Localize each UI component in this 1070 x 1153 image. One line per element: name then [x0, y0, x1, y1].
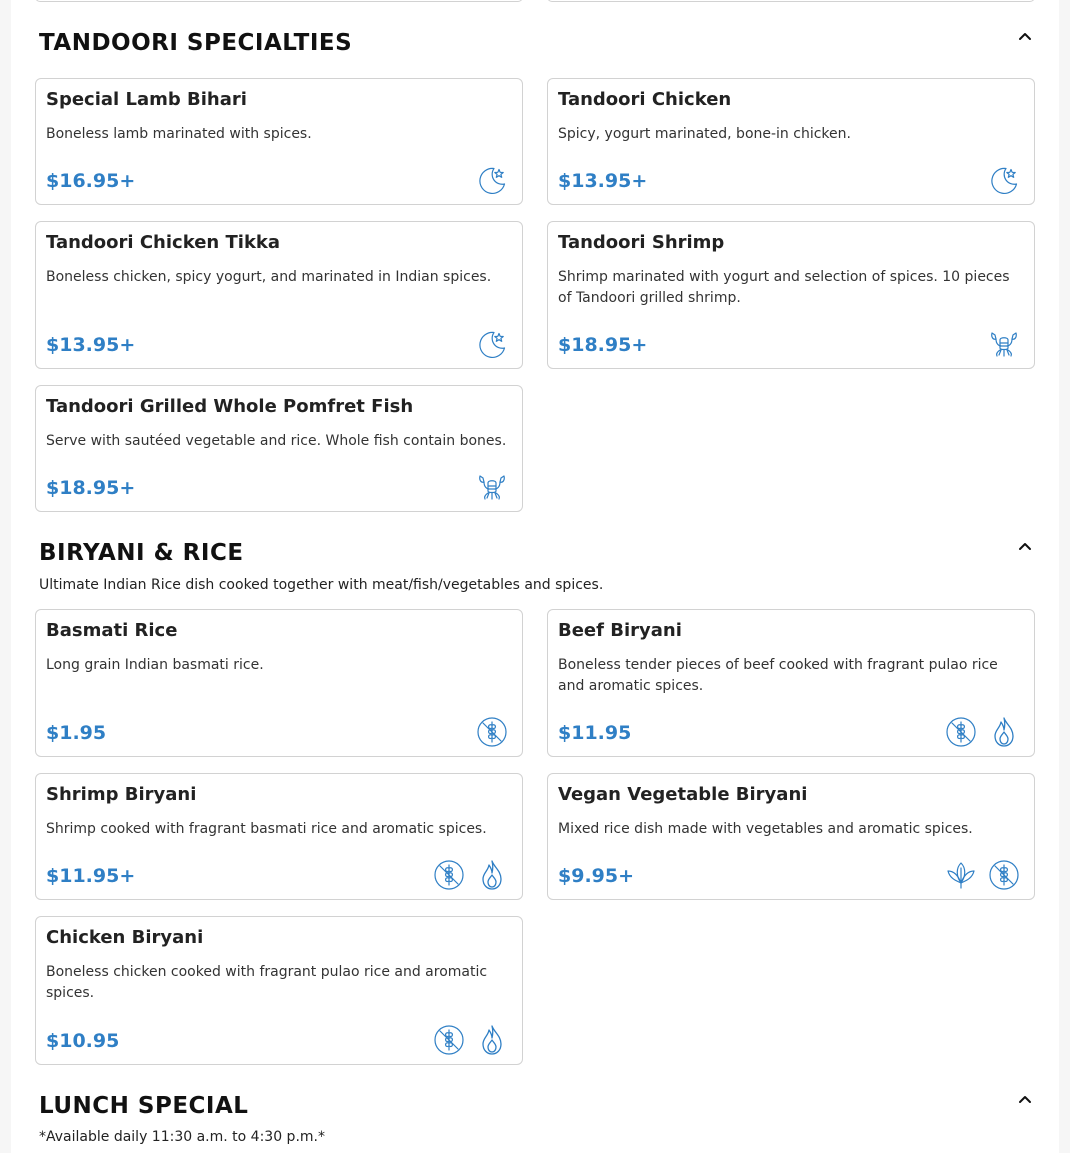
menu-item-price: $11.95+: [46, 865, 136, 887]
menu-item-name: Vegan Vegetable Biryani: [558, 784, 808, 805]
menu-item-price: $18.95+: [46, 477, 136, 499]
menu-item-description: Boneless chicken cooked with fragrant pulao rice and aromatic spices.: [46, 964, 488, 1001]
shellfish-icon: [988, 328, 1020, 360]
menu-item-description: Boneless chicken, spicy yogurt, and marinated in Indian spices.: [46, 269, 492, 285]
menu-item-price: $11.95: [558, 722, 632, 744]
menu-item-description: Long grain Indian basmati rice.: [46, 657, 264, 673]
menu-item-description: Shrimp marinated with yogurt and selection of spices. 10 pieces of Tandoori grilled shrimp.: [558, 269, 1010, 306]
menu-item-price: $9.95+: [558, 865, 635, 887]
menu-item-name: Beef Biryani: [558, 620, 682, 641]
menu-item-name: Shrimp Biryani: [46, 784, 197, 805]
section-subtitle-biryani: Ultimate Indian Rice dish cooked together with meat/fish/vegetables and spices.: [39, 577, 604, 593]
section-title-tandoori: TANDOORI SPECIALTIES: [39, 30, 353, 56]
menu-item-price: $13.95+: [558, 170, 648, 192]
spicy-icon: [988, 716, 1020, 748]
menu-item-card-partial[interactable]: [35, 0, 523, 2]
halal-icon: [988, 164, 1020, 196]
menu-item-price: $18.95+: [558, 334, 648, 356]
spicy-icon: [476, 1024, 508, 1056]
menu-item-card[interactable]: [547, 78, 1035, 205]
menu-item-card[interactable]: [35, 221, 523, 369]
menu-page: [11, 0, 1059, 1153]
gluten-free-icon: [988, 859, 1020, 891]
gluten-free-icon: [476, 716, 508, 748]
menu-item-card[interactable]: [547, 773, 1035, 900]
collapse-chevron-up-icon[interactable]: [1015, 26, 1035, 46]
menu-item-name: Tandoori Shrimp: [558, 232, 725, 253]
gluten-free-icon: [945, 716, 977, 748]
menu-item-card[interactable]: [35, 385, 523, 512]
menu-item-name: Tandoori Chicken: [558, 89, 732, 110]
halal-icon: [476, 328, 508, 360]
menu-item-price: $16.95+: [46, 170, 136, 192]
menu-item-card[interactable]: [35, 78, 523, 205]
shellfish-icon: [476, 471, 508, 503]
menu-item-description: Serve with sautéed vegetable and rice. Whole fish contain bones.: [46, 433, 507, 449]
vegan-icon: [945, 859, 977, 891]
menu-item-name: Basmati Rice: [46, 620, 178, 641]
halal-icon: [476, 164, 508, 196]
menu-item-name: Chicken Biryani: [46, 927, 204, 948]
gluten-free-icon: [433, 1024, 465, 1056]
menu-item-description: Mixed rice dish made with vegetables and aromatic spices.: [558, 821, 973, 837]
menu-item-name: Tandoori Grilled Whole Pomfret Fish: [46, 396, 414, 417]
menu-item-card[interactable]: [35, 609, 523, 757]
section-title-biryani: BIRYANI & RICE: [39, 540, 244, 566]
menu-item-card[interactable]: [35, 916, 523, 1065]
menu-item-description: Spicy, yogurt marinated, bone-in chicken.: [558, 126, 851, 142]
collapse-chevron-up-icon[interactable]: [1015, 536, 1035, 556]
menu-item-description: Boneless lamb marinated with spices.: [46, 126, 312, 142]
menu-item-card[interactable]: [547, 221, 1035, 369]
section-subtitle-lunch: *Available daily 11:30 a.m. to 4:30 p.m.*: [39, 1129, 325, 1145]
menu-item-price: $1.95: [46, 722, 107, 744]
menu-item-price: $10.95: [46, 1030, 120, 1052]
menu-item-card-partial[interactable]: [547, 0, 1035, 2]
collapse-chevron-up-icon[interactable]: [1015, 1089, 1035, 1109]
menu-item-card[interactable]: [35, 773, 523, 900]
menu-item-name: Special Lamb Bihari: [46, 89, 247, 110]
spicy-icon: [476, 859, 508, 891]
menu-item-description: Shrimp cooked with fragrant basmati rice and aromatic spices.: [46, 821, 487, 837]
menu-item-price: $13.95+: [46, 334, 136, 356]
gluten-free-icon: [433, 859, 465, 891]
menu-item-description: Boneless tender pieces of beef cooked with fragrant pulao rice and aromatic spices.: [558, 657, 998, 694]
section-title-lunch: LUNCH SPECIAL: [39, 1093, 249, 1119]
menu-item-card[interactable]: [547, 609, 1035, 757]
menu-item-name: Tandoori Chicken Tikka: [46, 232, 281, 253]
